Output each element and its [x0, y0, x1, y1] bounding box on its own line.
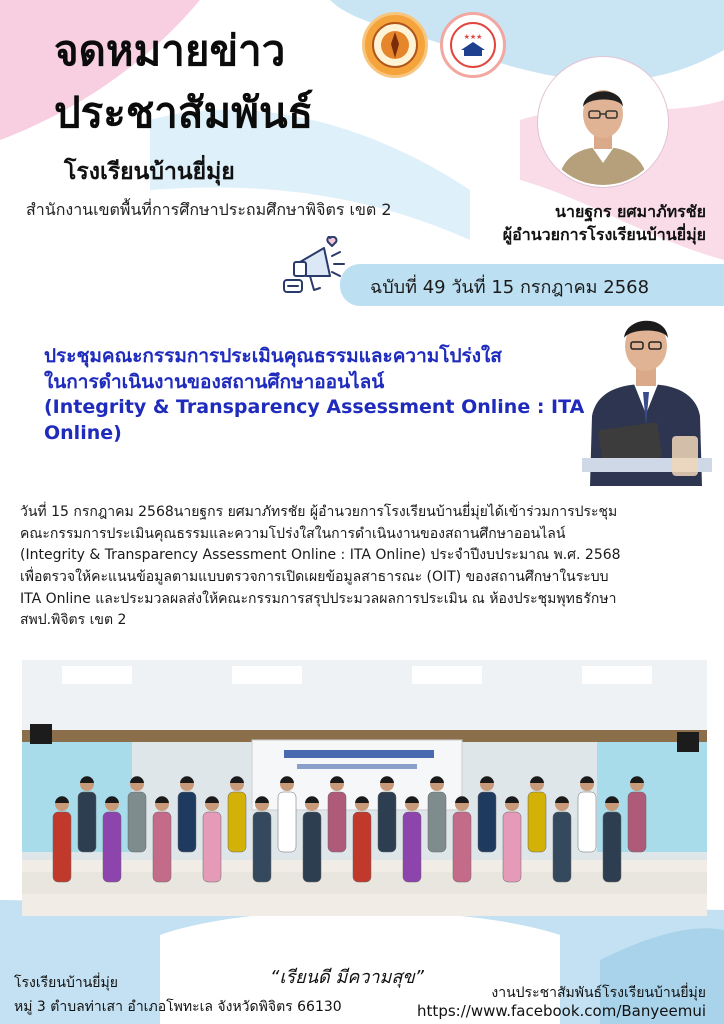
svg-text:★★★: ★★★ [463, 33, 483, 41]
footer-pr-unit: งานประชาสัมพันธ์โรงเรียนบ้านยี่มุ่ย [491, 985, 706, 1001]
article-line: เพื่อตรวจให้คะแนนข้อมูลตามแบบตรวจการเปิดเผยข้อมูลสาธารณะ (OIT) ของสถานศึกษาในระบบ [20, 569, 609, 586]
title-line-2: ประชาสัมพันธ์ [54, 88, 314, 137]
article-line: วันที่ 15 กรกฎาคม 2568นายฐกร ยศมาภัทรชัย ผู้อำนวยการโรงเรียนบ้านยี่มุ่ยได้เข้าร่วมการประชุม [20, 504, 618, 520]
article-body [20, 502, 710, 632]
group-photo [22, 660, 707, 916]
headline-line-2: ในการดำเนินงานของสถานศึกษาออนไลน์ [44, 370, 385, 393]
footer-address: หมู่ 3 ตำบลท่าเสา อำเภอโพทะเล จังหวัดพิจิตร 66130 [14, 999, 342, 1015]
director-desk-photo [582, 296, 712, 490]
office-name: สำนักงานเขตพื้นที่การศึกษาประถมศึกษาพิจิตร เขต 2 [26, 200, 392, 219]
footer-school: โรงเรียนบ้านยี่มุ่ย [14, 975, 118, 991]
director-photo [538, 57, 668, 187]
school-logo-icon [440, 12, 506, 78]
article-line: (Integrity & Transparency Assessment Online : ITA Online) ประจำปีงบประมาณ พ.ศ. 2568 [20, 547, 621, 564]
headline-line-1: ประชุมคณะกรรมการประเมินคุณธรรมและความโปร่งใส [44, 345, 502, 367]
school-name: โรงเรียนบ้านยี่มุ่ย [64, 159, 235, 185]
headline [44, 344, 664, 447]
article-line: สพป.พิจิตร เขต 2 [20, 612, 127, 629]
issue-text: ฉบับที่ 49 วันที่ 15 กรกฎาคม 2568 [370, 277, 650, 298]
headline-line-3: (Integrity & Transparency Assessment Online : ITA Online) [44, 396, 585, 444]
director-name: นายฐกร ยศมาภัทรชัย [555, 202, 706, 221]
article-line: ITA Online และประมวลผลส่งให้คณะกรรมการสรุปประมวลผลการประเมิน ณ ห้องประชุมพุทธรักษา [20, 590, 617, 607]
facebook-link[interactable]: https://www.facebook.com/Banyeemui [417, 1002, 706, 1020]
director-caption [503, 200, 706, 246]
article-line: คณะกรรมการประเมินคุณธรรมและความโปร่งใสในการดำเนินงานของสถานศึกษาออนไลน์ [20, 525, 566, 542]
slogan: “เรียนดี มีความสุข” [270, 967, 425, 988]
director-position: ผู้อำนวยการโรงเรียนบ้านยี่มุ่ย [502, 225, 706, 245]
school-seal-icon [362, 12, 428, 78]
title-line-1: จดหมายข่าว [54, 26, 286, 75]
